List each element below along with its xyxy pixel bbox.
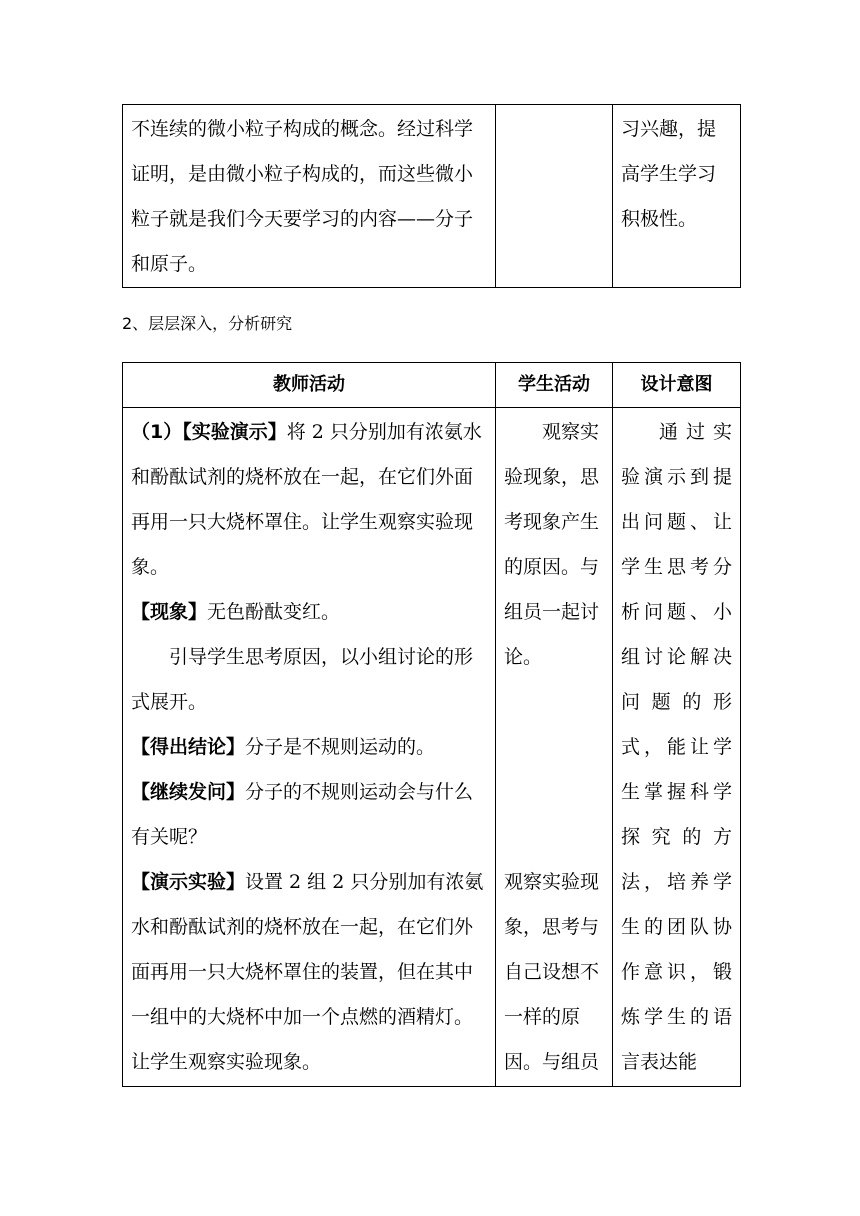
paragraph-question <box>131 770 487 860</box>
intent-text: 通过实验演示到提出问题、让学生思考分析问题、小组讨论解决问题的形式，能让学生掌握科学探究的方法，培养学生的团队协作意识，锻炼学生的语言表达能 <box>621 421 732 1073</box>
teacher-text: 不连续的微小粒子构成的概念。经过科学证明，是由微小粒子构成的，而这些微小粒子就是我们今天要学习的内容——分子和原子。 <box>131 118 474 275</box>
intent-line: 习兴趣，提 <box>621 118 717 140</box>
analysis-table <box>122 362 741 1087</box>
header-student: 学生活动 <box>496 363 613 408</box>
text-conclusion: 分子是不规则运动的。 <box>245 736 436 758</box>
paragraph-demo-2 <box>131 860 487 1085</box>
header-row <box>123 363 741 408</box>
header-teacher: 教师活动 <box>123 363 496 408</box>
teacher-activity-cell <box>123 408 496 1087</box>
header-intent: 设计意图 <box>613 363 741 408</box>
design-intent-cell <box>613 408 741 1087</box>
paragraph-phenomenon <box>131 590 487 635</box>
student-text-1: 观察实验现象，思考现象产生的原因。与组员一起讨论。 <box>504 421 600 668</box>
paragraph-guide: 引导学生思考原因，以小组讨论的形式展开。 <box>131 646 474 713</box>
text-demo: 将 2 只分别加有浓氨水和酚酞试剂的烧杯放在一起，在它们外面再用一只大烧杯罩住。让学生观察实验现象。 <box>131 421 482 578</box>
table-row <box>123 105 741 288</box>
label-question: 【继续发问】 <box>131 781 246 803</box>
label-phenomenon: 【现象】 <box>131 601 208 623</box>
student-activity-cell <box>496 408 613 1087</box>
label-conclusion: 【得出结论】 <box>131 736 246 758</box>
intent-line: 高学生学习 <box>621 163 717 185</box>
section-heading: 2、层层深入，分析研究 <box>122 314 293 333</box>
design-intent-cell <box>613 105 741 288</box>
student-activity-cell <box>496 105 613 288</box>
continuation-table <box>122 104 741 288</box>
label-demo-2: 【演示实验】 <box>131 871 246 893</box>
paragraph-demo <box>131 410 487 590</box>
label-demo: （1）【实验演示】 <box>131 421 287 443</box>
teacher-activity-cell <box>123 105 496 288</box>
intent-line: 积极性。 <box>621 208 698 230</box>
text-demo-2: 设置 2 组 2 只分别加有浓氨水和酚酞试剂的烧杯放在一起，在它们外面再用一只大烧杯罩住的装置，但在其中一组中的大烧杯中加一个点燃的酒精灯。让学生观察实验现象。 <box>131 871 484 1073</box>
student-text-2: 观察实验现象，思考与自己设想不一样的原因。与组员 <box>504 871 600 1073</box>
text-question: 分子的不规则运动会与什么有关呢？ <box>131 781 474 848</box>
paragraph-conclusion <box>131 725 487 770</box>
text-phenomenon: 无色酚酞变红。 <box>207 601 341 623</box>
table-row <box>123 408 741 1087</box>
